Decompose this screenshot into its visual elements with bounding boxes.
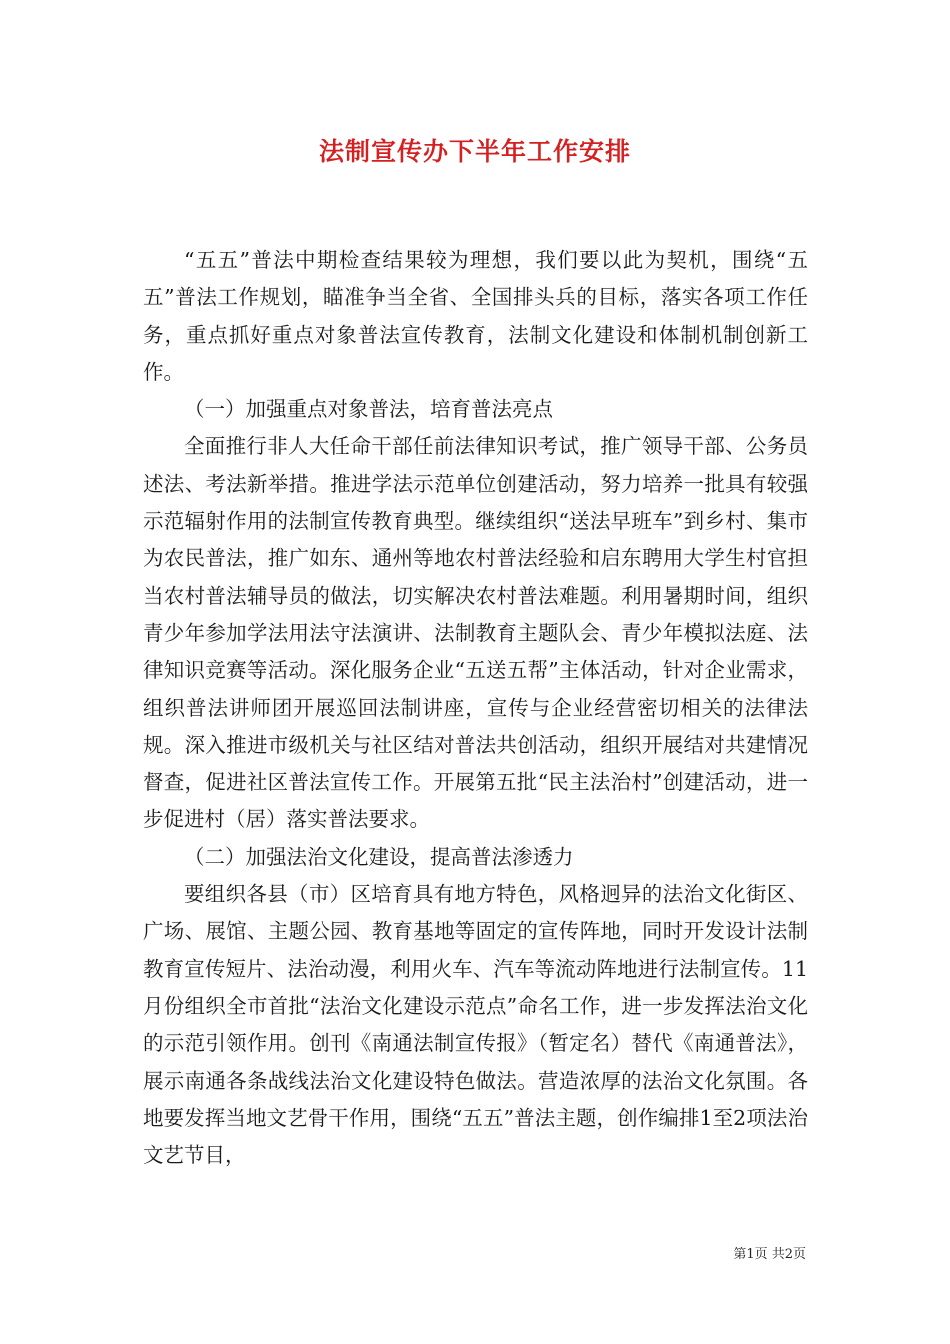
page-title: 法制宣传办下半年工作安排 (318, 137, 631, 166)
section-2-paragraph: 要组织各县（市）区培育具有地方特色，风格迥异的法治文化街区、广场、展馆、主题公园、教育基地等固定的宣传阵地，同时开发设计法制教育宣传短片、法治动漫，利用火车、汽车等流动阵地进行法制宣传。11月份组织全市首批“法治文化建设示范点”命名工作，进一步发挥法治文化的示范引领作用。创刊《南通法制宣传报》（暂定名）替代《南通普法》，展示南通各条战线法治文化建设特色做法。营造浓厚的法治文化氛围。各地要发挥当地文艺骨干作用，围绕“五五”普法主题，创作编排1至2项法治文艺节目， (143, 882, 808, 1168)
section-1-paragraph: 全面推行非人大任命干部任前法律知识考试，推广领导干部、公务员述法、考法新举措。推进学法示范单位创建活动，努力培养一批具有较强示范辐射作用的法制宣传教育典型。继续组织“送法早班车”到乡村、集市为农民普法，推广如东、通州等地农村普法经验和启东聘用大学生村官担当农村普法辅导员的做法，切实解决农村普法难题。利用暑期时间，组织青少年参加学法用法守法演讲、法制教育主题队会、青少年模拟法庭、法律知识竞赛等活动。深化服务企业“五送五帮”主体活动，针对企业需求，组织普法讲师团开展巡回法制讲座，宣传与企业经营密切相关的法律法规。深入推进市级机关与社区结对普法共创活动，组织开展结对共建情况督查，促进社区普法宣传工作。开展第五批“民主法治村”创建活动，进一步促进村（居）落实普法要求。 (143, 434, 808, 832)
section-heading-2: （二）加强法治文化建设，提高普法渗透力 (184, 844, 574, 869)
page-number: 第1页 共2页 (733, 1247, 806, 1262)
section-heading-1: （一）加强重点对象普法，培育普法亮点 (184, 397, 553, 422)
intro-paragraph: “五五”普法中期检查结果较为理想，我们要以此为契机，围绕“五五”普法工作规划，瞄准争当全省、全国排头兵的目标，落实各项工作任务，重点抓好重点对象普法宣传教育，法制文化建设和体制机制创新工作。 (143, 248, 808, 384)
document-body (143, 242, 808, 1174)
